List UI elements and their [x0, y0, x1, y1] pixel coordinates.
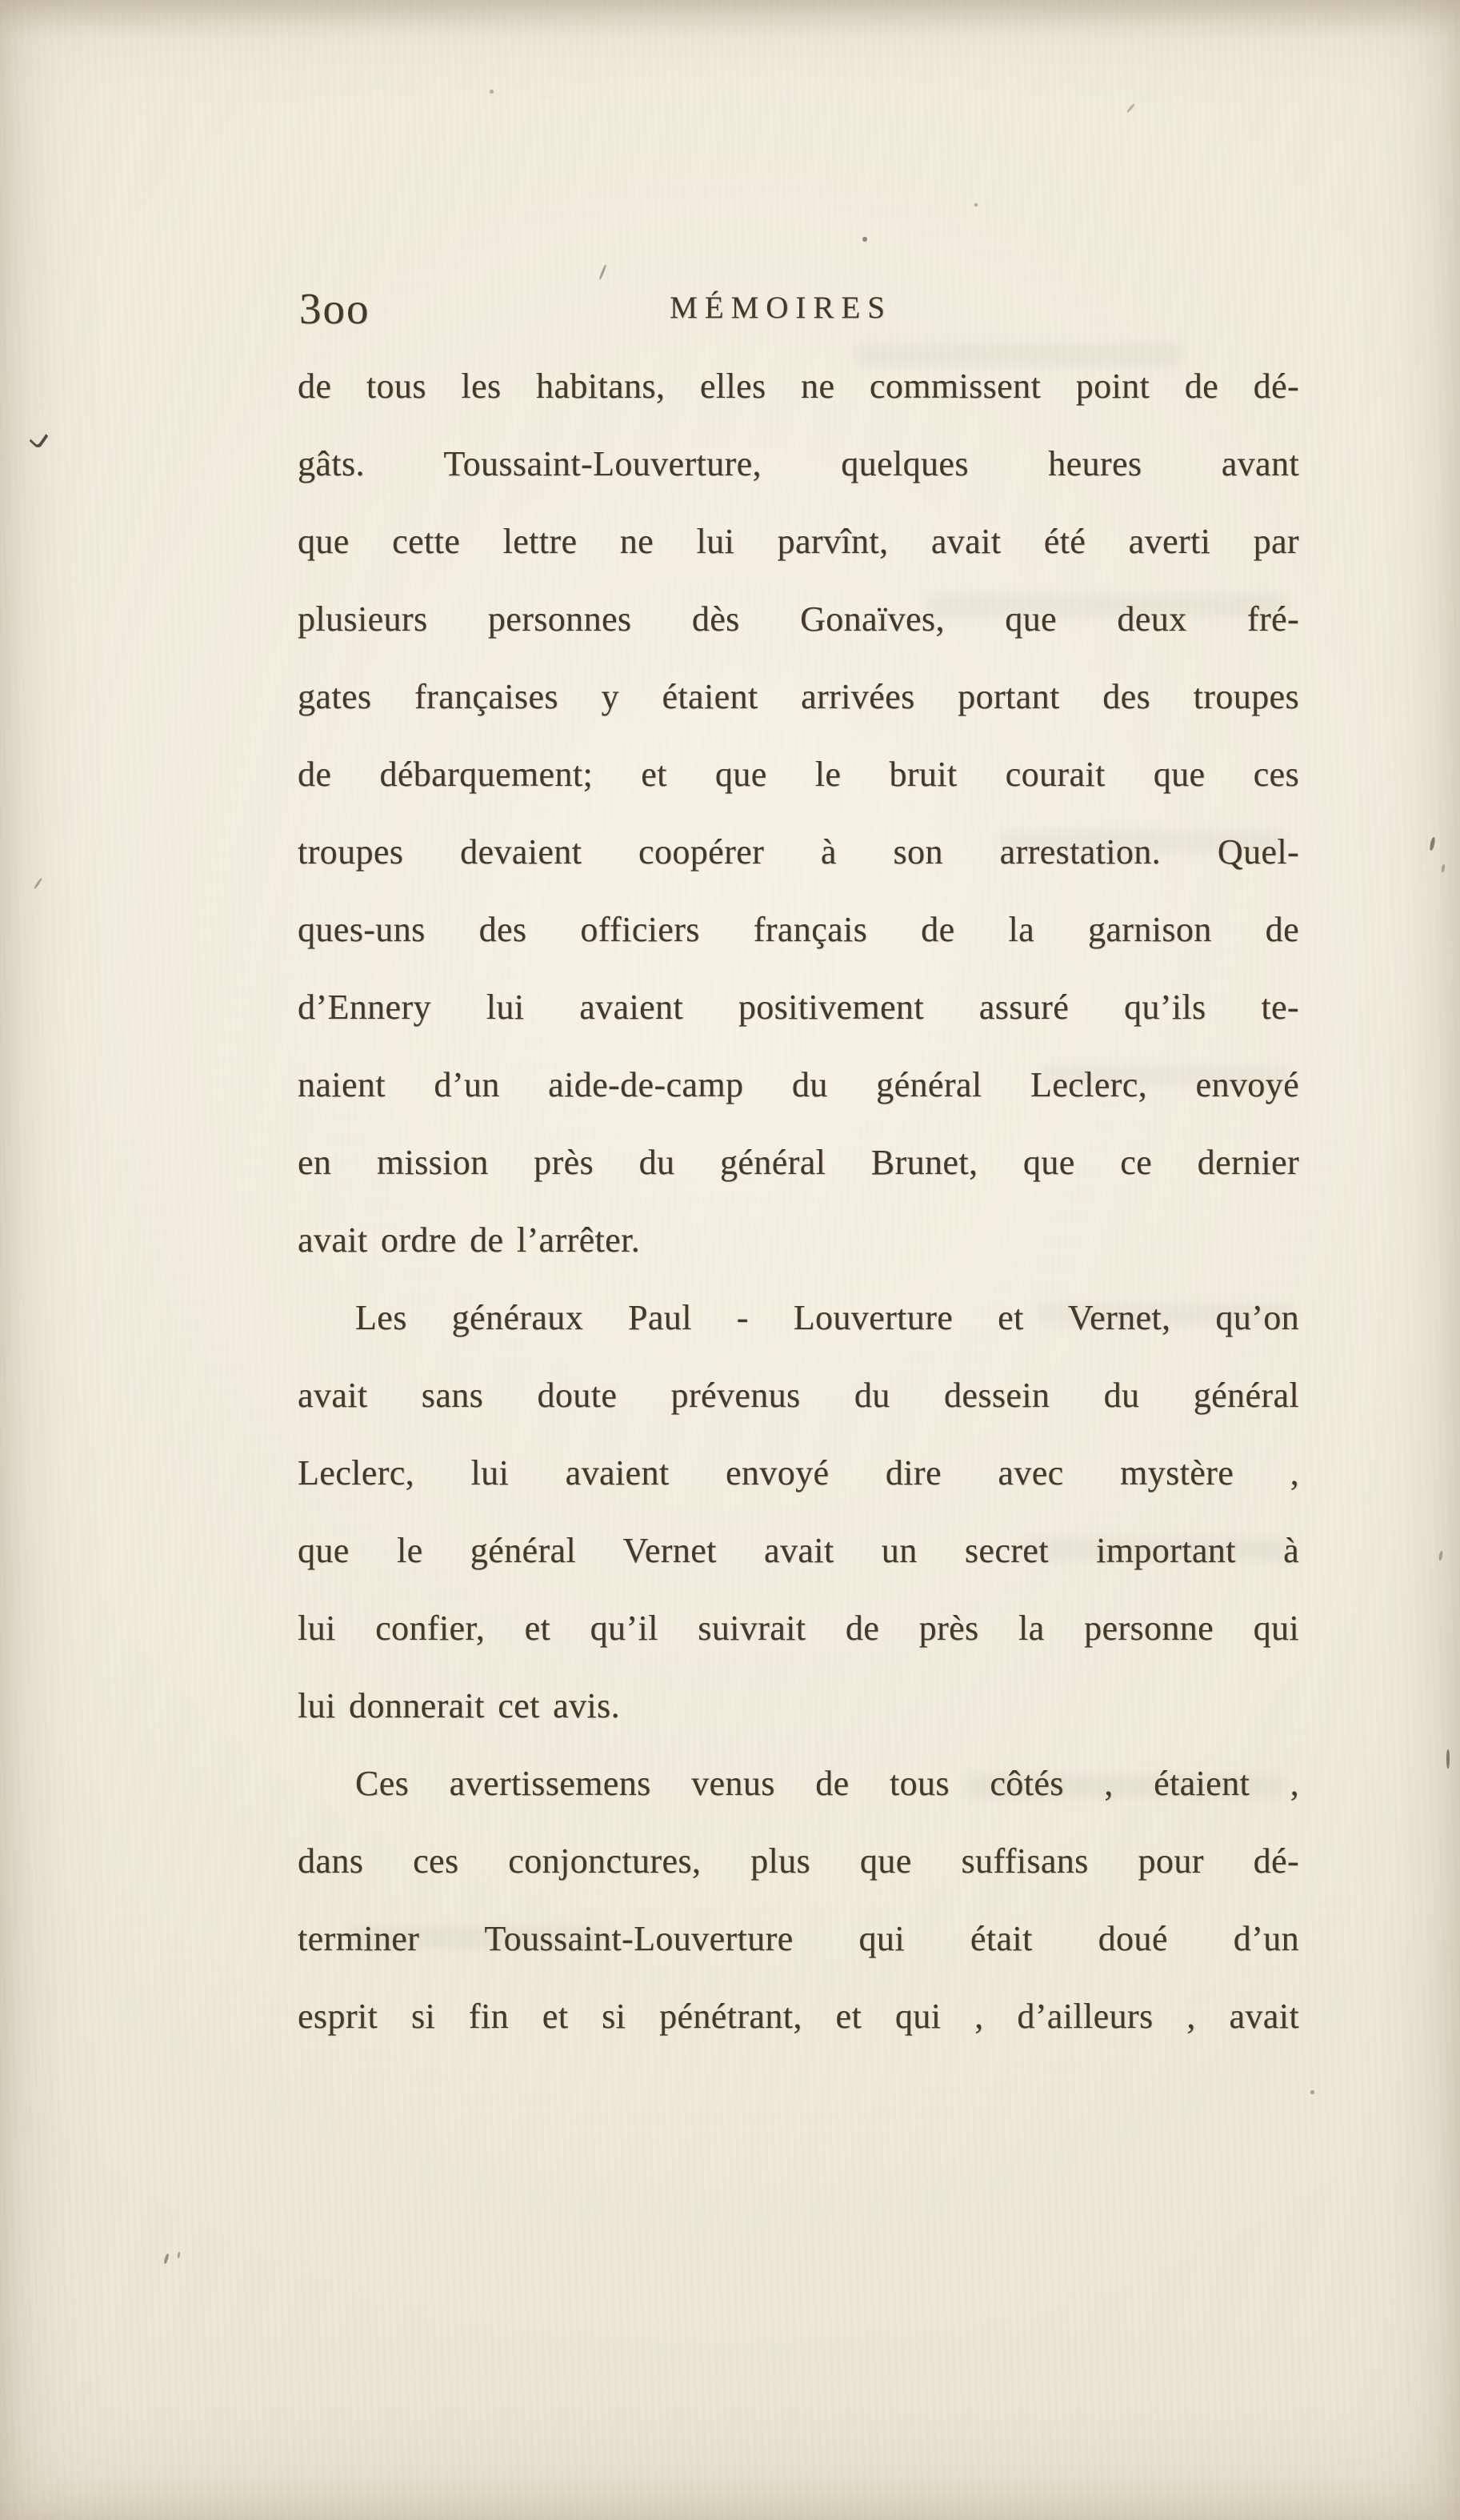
ink-speck [1429, 837, 1435, 851]
ink-speck [862, 237, 867, 242]
text-line: troupes devaient coopérer à son arrestation. Quel- [298, 832, 1299, 871]
ink-speck [177, 2252, 180, 2258]
text-line: avait sans doute prévenus du dessein du général [298, 1376, 1299, 1415]
ink-speck [163, 2254, 169, 2265]
text-block [298, 347, 1299, 2055]
ink-speck [1446, 1749, 1450, 1769]
text-line: naient d’un aide-de-camp du général Leclerc, envoyé [298, 1065, 1299, 1104]
text-line: d’Ennery lui avaient positivement assuré qu’ils te- [298, 988, 1299, 1027]
ink-speck [1126, 103, 1135, 114]
text-line: lui donnerait cet avis. [298, 1686, 620, 1725]
text-line: de tous les habitans, elles ne commissent point de dé- [298, 367, 1299, 406]
text-line: que cette lettre ne lui parvînt, avait été averti par [298, 522, 1299, 561]
text-line: Les généraux Paul - Louverture et Vernet, qu’on [355, 1298, 1299, 1337]
text-line: de débarquement; et que le bruit courait que ces [298, 755, 1299, 794]
ink-speck [1438, 1551, 1443, 1561]
ink-speck [598, 264, 606, 280]
text-line: Ces avertissemens venus de tous côtés , étaient , [355, 1764, 1299, 1803]
text-line: plusieurs personnes dès Gonaïves, que deux fré- [298, 599, 1299, 639]
text-line: lui confier, et qu’il suivrait de près la personne qui [298, 1609, 1299, 1648]
running-title: MÉMOIRES [670, 290, 892, 325]
text-line: en mission près du général Brunet, que ce dernier [298, 1143, 1299, 1182]
text-line: Leclerc, lui avaient envoyé dire avec mystère , [298, 1453, 1299, 1492]
text-line: que le général Vernet avait un secret important à [298, 1531, 1299, 1570]
page-number: 3oo [299, 284, 370, 333]
ink-speck [1310, 2090, 1314, 2094]
ink-speck [974, 203, 978, 206]
text-line: gâts. Toussaint-Louverture, quelques heures avant [298, 444, 1299, 483]
ink-speck [30, 427, 49, 450]
text-line: esprit si fin et si pénétrant, et qui , d’ailleurs , avait [298, 1997, 1299, 2036]
ink-speck [490, 90, 494, 94]
text-line: gates françaises y étaient arrivées portant des troupes [298, 677, 1299, 716]
text-line: avait ordre de l’arrêter. [298, 1220, 641, 1260]
ink-speck [1441, 864, 1446, 873]
text-line: dans ces conjonctures, plus que suffisans pour dé- [298, 1841, 1299, 1881]
text-line: ques-uns des officiers français de la garnison de [298, 910, 1299, 949]
text-line: terminer Toussaint-Louverture qui était doué d’un [298, 1919, 1299, 1958]
page-header [298, 282, 1299, 338]
ink-speck [34, 878, 43, 890]
